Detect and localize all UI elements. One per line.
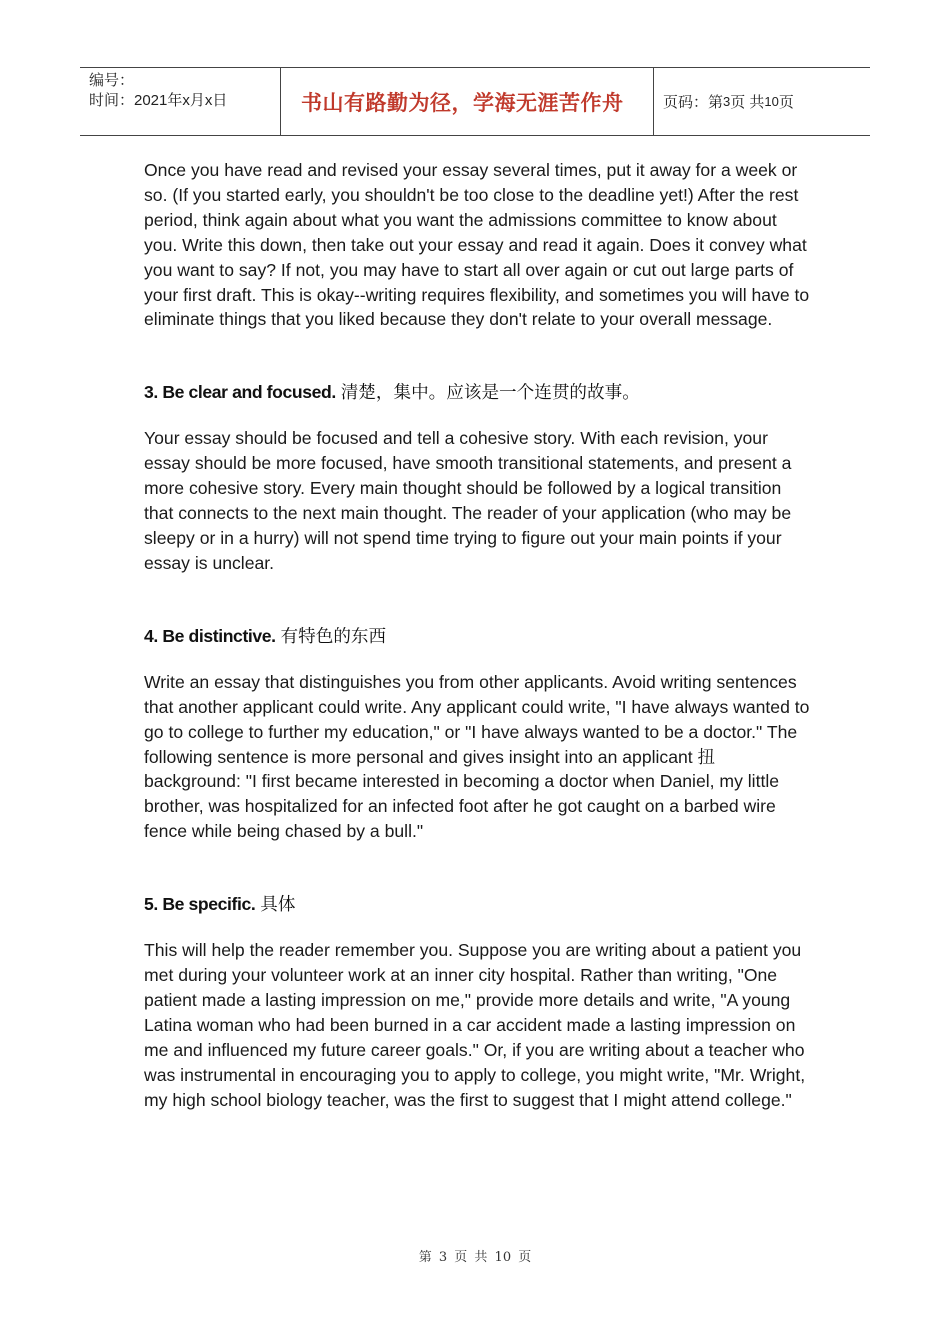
header-motto: 书山有路勤为径，学海无涯苦作舟 [281,68,654,135]
heading-text: 4. Be distinctive. [144,625,276,646]
header-info-cell [80,68,281,135]
paragraph-intro: Once you have read and revised your essay several times, put it away for a week or so. (If you started early, you shouldn't be too close to the deadline yet!) After the rest period, think again about what you want the admissions committee to know about you. Write this down, then take out your essay and read it again. Does it convey what you want to say? If not, you may have to start all over again or cut out large parts of your first draft. This is okay--writing requires flexibility, and sometimes you will have to eliminate things that you liked because they don't relate to your overall message. [144,160,810,330]
page-mid: 页 共 [730,94,765,111]
section-heading-5 [144,892,814,916]
page-suffix: 页 [778,94,794,111]
heading-cn: 具体 [255,894,296,915]
document-body [144,158,814,1112]
page-prefix: 页码：第 [663,94,724,111]
paragraph-section-3: Your essay should be focused and tell a cohesive story. With each revision, your essay should be more focused, have smooth transitional statements, and present a more cohesive story. Every main thought should be followed by a logical transition that connects to the next main thought. The reader of your application (who may be sleepy or in a hurry) will not spend time trying to figure out your main points if your essay is unclear. [144,428,792,573]
page-footer: 第 3 页 共 10 页 [418,1250,532,1265]
heading-text: 5. Be specific. [144,894,256,915]
heading-cn: 有特色的东西 [275,625,387,646]
heading-cn: 清楚，集中。应该是一个连贯的故事。 [335,382,640,403]
section-heading-3 [144,380,814,404]
header-page-indicator [654,68,870,135]
document-header-table [80,67,870,136]
heading-text: 3. Be clear and focused. [144,382,336,403]
document-number-label: 编号： [89,72,135,89]
document-date-label: 时间：2021年x月x日 [89,92,228,109]
page-total: 10 [764,94,779,109]
page-current: 3 [723,94,731,109]
paragraph-section-5: This will help the reader remember you. Suppose you are writing about a patient you met during your volunteer work at an inner city hospital. Rather than writing, "One patient made a lasting impression on me," provide more details and write, "A young Latina woman who had been burned in a car accident made a lasting impression on me and influenced my future career goals." Or, if you are writing about a teacher who was instrumental in encouraging you to apply to college, you might write, "Mr. Wright, my high school biology teacher, was the first to suggest that I might attend college." [144,940,806,1110]
paragraph-section-4: Write an essay that distinguishes you from other applicants. Avoid writing sentences that another applicant could write. Any applicant could write, "I have always wanted to go to college to further my education," or "I have always wanted to be a doctor." The following sentence is more personal and gives insight into an applicant 扭 background: "I first became interested in becoming a doctor when Daniel, my little brother, was hospitalized for an infected foot after he got caught on a barbed wire fence while being chased by a bull." [144,671,810,842]
section-heading-4 [144,624,814,648]
